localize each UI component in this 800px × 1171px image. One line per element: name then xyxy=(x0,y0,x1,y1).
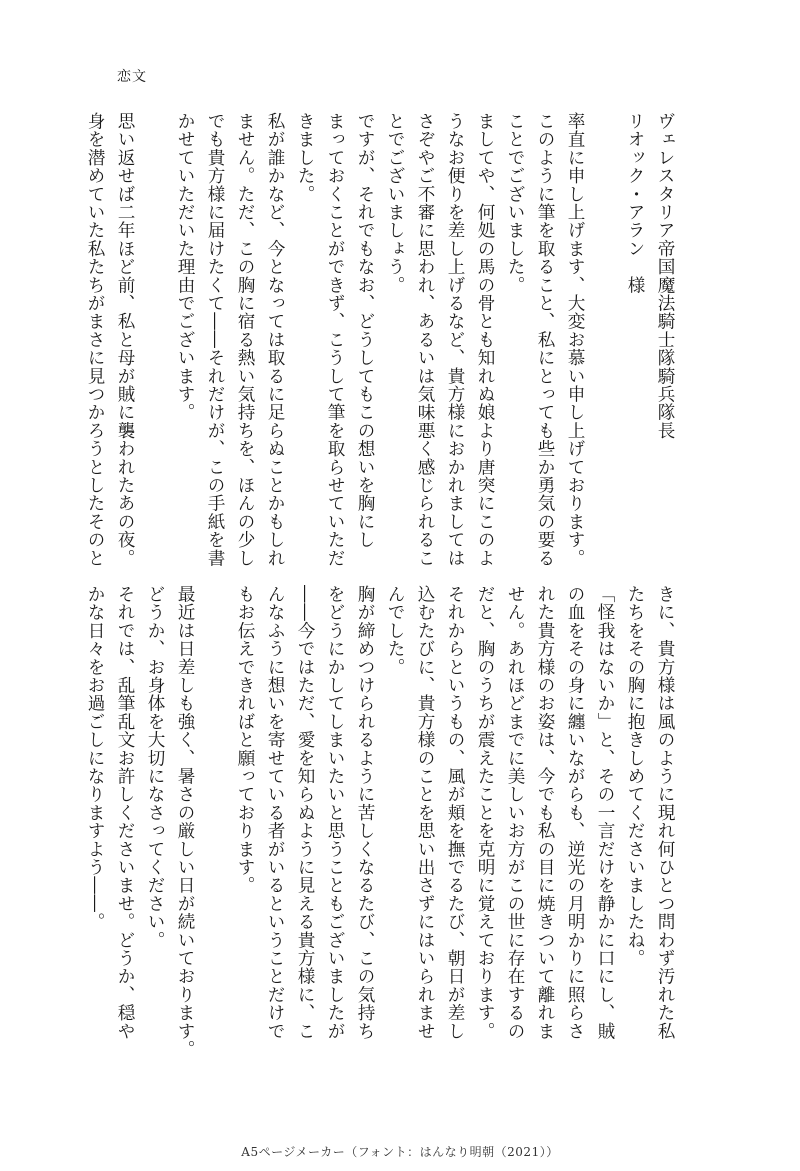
text-line: どうか、お身体を大切になさってください。 xyxy=(145,585,165,949)
footer-credit: A5ページメーカー（フォント：はんなり明朝（2021）） xyxy=(241,1145,559,1159)
text-line: ません。ただ、この胸に宿る熱い気持ちを、ほんの少し xyxy=(235,112,255,567)
text-line: かせていただいた理由でございます。 xyxy=(175,112,195,422)
text-line: たちをその胸に抱きしめてくださいましたね。 xyxy=(625,585,645,968)
text-line: んなふうに想いを寄せている者がいるということだけで xyxy=(265,585,285,1040)
text-line: それからというもの、風が頬を撫でるたび、朝日が差し xyxy=(445,585,465,1040)
text-line: きました。 xyxy=(295,112,315,203)
letter-bottom-section xyxy=(85,585,680,1059)
blank-line xyxy=(590,112,620,572)
blank-line xyxy=(140,112,170,572)
text-line: まっておくことができず、こうして筆を取らせていただ xyxy=(325,112,345,567)
text-line: 込むたびに、貴方様のことを思い出さずにはいられませ xyxy=(415,585,435,1040)
text-line: かな日々をお過ごしになりますよう――。 xyxy=(85,585,105,931)
text-line: もお伝えできればと願っております。 xyxy=(235,585,255,895)
text-line: 胸が締めつけられるように苦しくなるたび、この気持ち xyxy=(355,585,375,1040)
text-line: さぞやご不審に思われ、あるいは気味悪く感じられるこ xyxy=(415,112,435,567)
text-line: 身を潜めていた私たちがまさに見つかろうとしたそのと xyxy=(85,112,105,567)
text-line: うなお便りを差し上げるなど、貴方様におかれましては xyxy=(445,112,465,567)
text-line: ことでございました。 xyxy=(505,112,525,294)
text-line: ヴェレスタリア帝国魔法騎士隊騎兵隊長 xyxy=(655,112,675,440)
text-line: このように筆を取ること、私にとっても些か勇気の要る xyxy=(535,112,555,567)
text-line: それでは、乱筆乱文お許しくださいませ。どうか、穏や xyxy=(115,585,135,1040)
text-line: ましてや、何処の馬の骨とも知れぬ娘より唐突にこのよ xyxy=(475,112,495,567)
page-header-title: 恋文 xyxy=(117,69,147,85)
text-line: リオック・アラン 様 xyxy=(625,112,645,294)
text-line: せん。あれほどまでに美しいお方がこの世に存在するの xyxy=(505,585,525,1040)
text-line: 率直に申し上げます、大変お慕い申し上げております。 xyxy=(565,112,585,567)
text-line: 最近は日差しも強く、暑さの厳しい日が続いております。 xyxy=(175,585,195,1059)
text-line: きに、貴方様は風のように現れ何ひとつ問わず汚れた私 xyxy=(655,585,675,1040)
text-line: でも貴方様に届けたくて――それだけが、この手紙を書 xyxy=(205,112,225,567)
letter-top-section xyxy=(85,112,680,572)
text-line: だと、胸のうちが震えたことを克明に覚えております。 xyxy=(475,585,495,1040)
text-line: 私が誰かなど、今となっては取るに足らぬことかもしれ xyxy=(265,112,285,567)
text-line: ですが、それでもなお、どうしてもこの想いを胸にし xyxy=(355,112,375,549)
blank-line xyxy=(200,585,230,1040)
text-line: ――今ではただ、愛を知らぬように見える貴方様に、こ xyxy=(295,585,315,1040)
text-line: れた貴方様のお姿は、今でも私の目に焼きついて離れま xyxy=(535,585,555,1040)
text-line: 「怪我はないか」と、その一言だけを静かに口にし、賊 xyxy=(595,585,615,1040)
text-line: 思い返せば二年ほど前、私と母が賊に襲われたあの夜。 xyxy=(115,112,135,567)
text-line: んでした。 xyxy=(385,585,405,676)
text-line: とでございましょう。 xyxy=(385,112,405,294)
text-line: をどうにかしてしまいたいと思うこともございましたが xyxy=(325,585,345,1040)
text-line: の血をその身に纏いながらも、逆光の月明かりに照らさ xyxy=(565,585,585,1040)
